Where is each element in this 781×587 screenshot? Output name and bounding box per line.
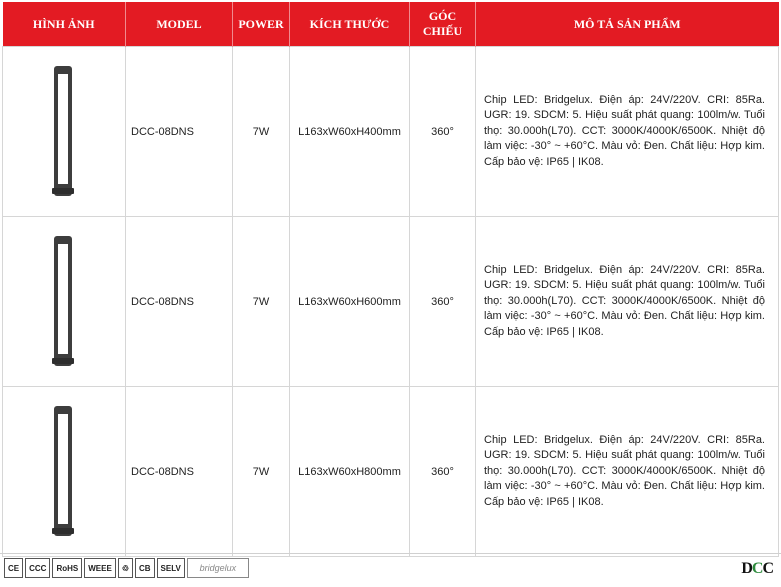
angle-cell: 360° [410, 47, 476, 217]
model-cell: DCC-08DNS [126, 217, 233, 387]
rohs-mark-icon: RoHS [52, 558, 82, 578]
cb-mark-icon: CB [135, 558, 155, 578]
angle-cell: 360° [410, 387, 476, 557]
header-size: KÍCH THƯỚC [290, 2, 410, 47]
weee-bin-icon: WEEE [84, 558, 116, 578]
size-cell: L163xW60xH400mm [290, 47, 410, 217]
table-row [3, 47, 779, 217]
product-spec-table [2, 2, 779, 557]
description-cell: Chip LED: Bridgelux. Điện áp: 24V/220V. CRI: 85Ra. UGR: 19. SDCM: 5. Hiệu suất phát quang: 100lm/w. Tuổi thọ: 30.000h(L70). CCT: 3000K/4000K/6500K. Nhiệt độ làm việc: -30° ~ +60°C. Màu vỏ: Đen. Chất liệu: Hợp kim. Cấp bảo vệ: IP65 | IK08. [476, 47, 779, 217]
description-cell: Chip LED: Bridgelux. Điện áp: 24V/220V. CRI: 85Ra. UGR: 19. SDCM: 5. Hiệu suất phát quang: 100lm/w. Tuổi thọ: 30.000h(L70). CCT: 3000K/4000K/6500K. Nhiệt độ làm việc: -30° ~ +60°C. Màu vỏ: Đen. Chất liệu: Hợp kim. Cấp bảo vệ: IP65 | IK08. [476, 217, 779, 387]
header-description: MÔ TẢ SẢN PHẨM [476, 2, 779, 47]
header-power: POWER [233, 2, 290, 47]
product-image-cell [3, 217, 126, 387]
power-cell: 7W [233, 217, 290, 387]
header-model: MODEL [126, 2, 233, 47]
table-row [3, 217, 779, 387]
ccc-mark-icon: CCC [25, 558, 50, 578]
logo-letter-c: C [762, 560, 773, 577]
recycle-icon: ♲ [118, 558, 133, 578]
model-cell: DCC-08DNS [126, 47, 233, 217]
bollard-light-image [44, 232, 84, 372]
table-row [3, 387, 779, 557]
header-row [3, 2, 779, 47]
product-image-cell [3, 47, 126, 217]
header-angle: GÓC CHIẾU [410, 2, 476, 47]
logo-letter-c-accent: C [751, 560, 763, 577]
model-cell: DCC-08DNS [126, 387, 233, 557]
power-cell: 7W [233, 387, 290, 557]
company-logo [741, 560, 773, 578]
size-cell: L163xW60xH800mm [290, 387, 410, 557]
size-cell: L163xW60xH600mm [290, 217, 410, 387]
ce-mark-icon: CE [4, 558, 23, 578]
certification-footer [0, 553, 781, 587]
product-image-cell [3, 387, 126, 557]
bridgelux-logo: bridgelux [187, 558, 249, 578]
bollard-light-image [44, 402, 84, 542]
selv-mark-icon: SELV [157, 558, 185, 578]
certification-badges [4, 558, 249, 578]
header-image: HÌNH ẢNH [3, 2, 126, 47]
description-cell: Chip LED: Bridgelux. Điện áp: 24V/220V. CRI: 85Ra. UGR: 19. SDCM: 5. Hiệu suất phát quang: 100lm/w. Tuổi thọ: 30.000h(L70). CCT: 3000K/4000K/6500K. Nhiệt độ làm việc: -30° ~ +60°C. Màu vỏ: Đen. Chất liệu: Hợp kim. Cấp bảo vệ: IP65 | IK08. [476, 387, 779, 557]
bollard-light-image [44, 62, 84, 202]
power-cell: 7W [233, 47, 290, 217]
angle-cell: 360° [410, 217, 476, 387]
logo-letter-d: D [741, 560, 752, 577]
